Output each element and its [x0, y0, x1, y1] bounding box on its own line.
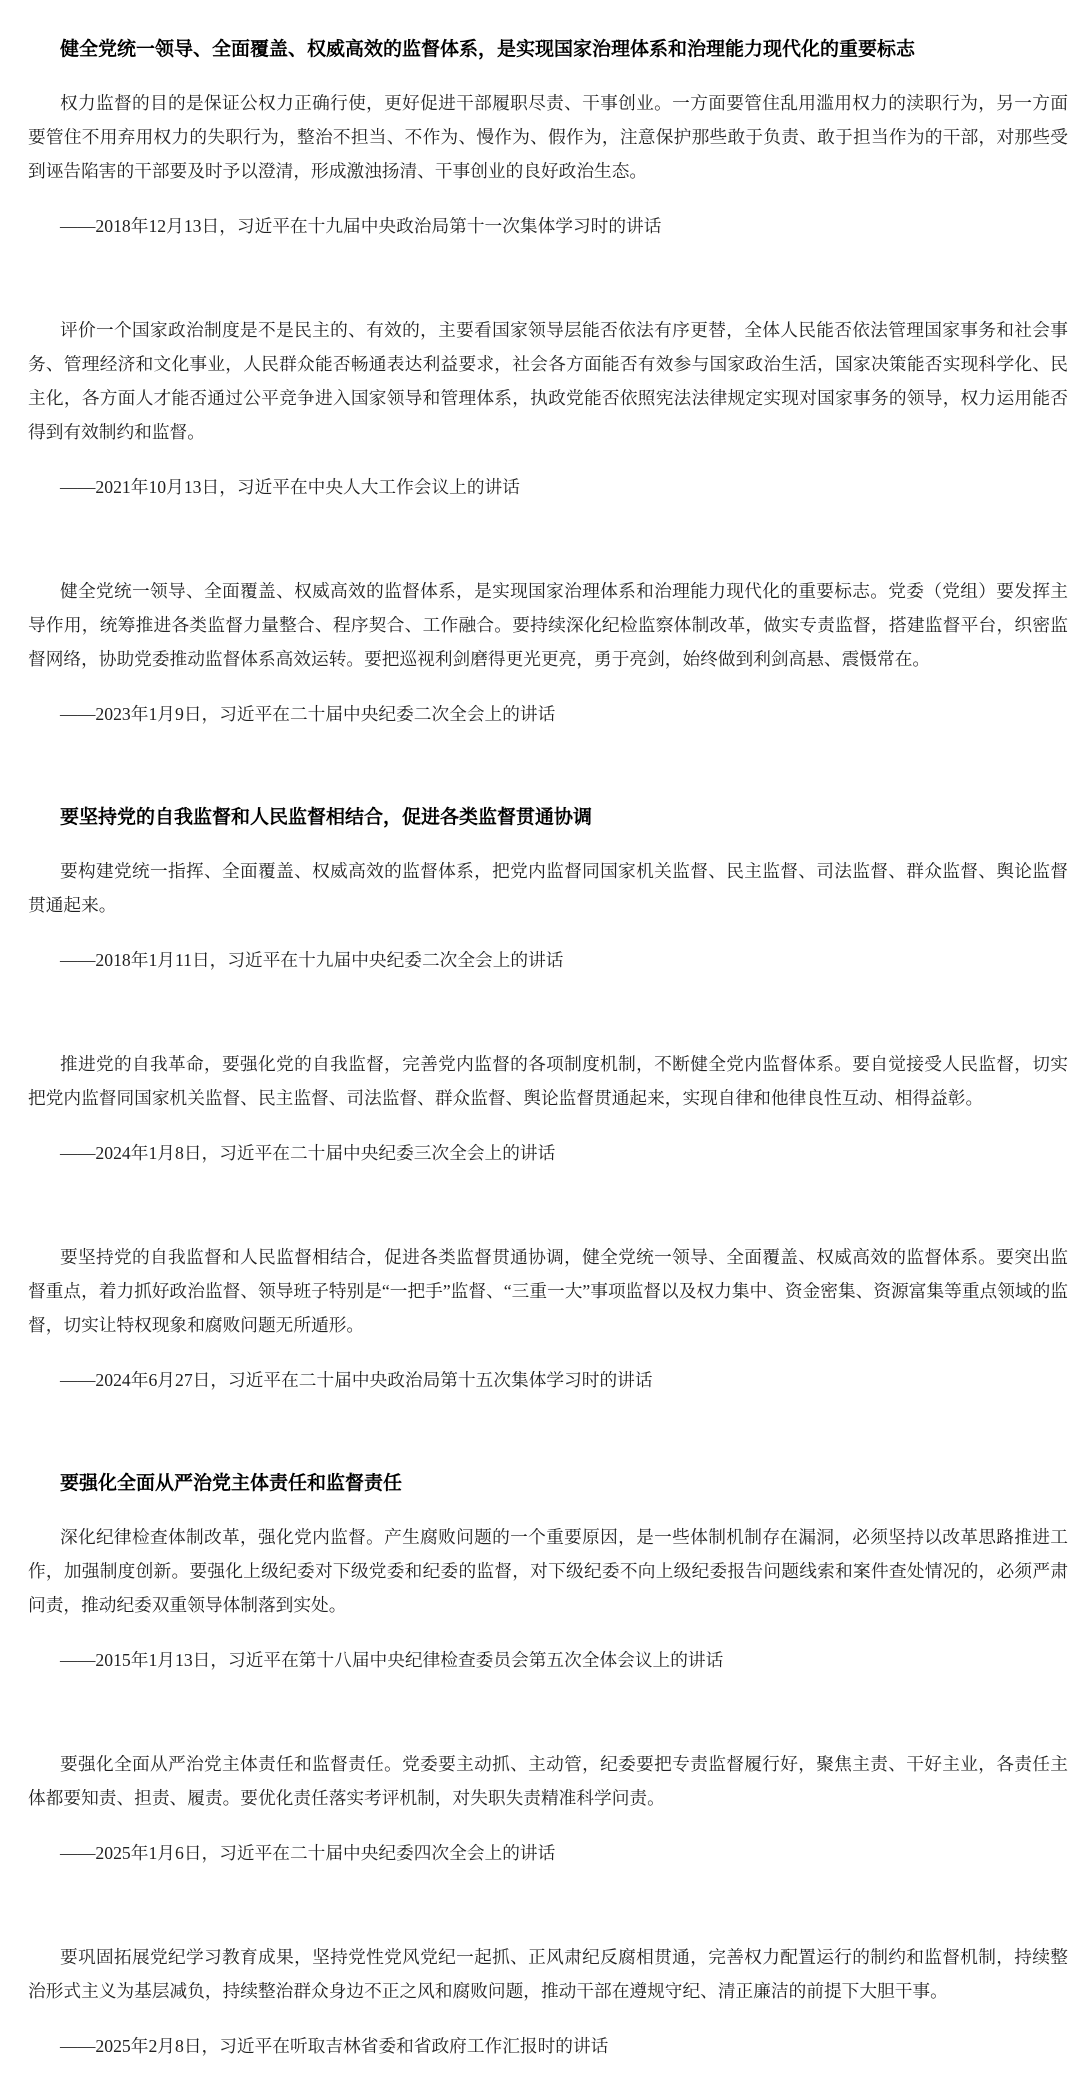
quote-paragraph: 权力监督的目的是保证公权力正确行使，更好促进干部履职尽责、干事创业。一方面要管住乱用滥用权力的渎职行为，另一方面要管住不用弃用权力的失职行为，整治不担当、不作为、慢作为、假作为，注意保护那些敢于负责、敢于担当作为的干部，对那些受到诬告陷害的干部要及时予以澄清，形成激浊扬清、干事创业的良好政治生态。 [28, 93, 1068, 181]
quote-source: ——2015年1月13日，习近平在第十八届中央纪律检查委员会第五次全体会议上的讲话 [60, 1650, 724, 1670]
quote-source: ——2024年6月27日，习近平在二十届中央政治局第十五次集体学习时的讲话 [60, 1370, 653, 1390]
quote-source: ——2024年1月8日，习近平在二十届中央纪委三次全会上的讲话 [60, 1143, 556, 1163]
section-heading: 要坚持党的自我监督和人民监督相结合，促进各类监督贯通协调 [60, 807, 593, 828]
quote-paragraph: 健全党统一领导、全面覆盖、权威高效的监督体系，是实现国家治理体系和治理能力现代化的重要标志。党委（党组）要发挥主导作用，统筹推进各类监督力量整合、程序契合、工作融合。要持续深化纪检监察体制改革，做实专责监督，搭建监督平台，织密监督网络，协助党委推动监督体系高效运转。要把巡视利剑磨得更光更亮，勇于亮剑，始终做到利剑高悬、震慑常在。 [28, 581, 1068, 669]
section-heading: 要强化全面从严治党主体责任和监督责任 [60, 1473, 403, 1494]
quote-paragraph: 推进党的自我革命，要强化党的自我监督，完善党内监督的各项制度机制，不断健全党内监督体系。要自觉接受人民监督，切实把党内监督同国家机关监督、民主监督、司法监督、群众监督、舆论监督贯通起来，实现自律和他律良性互动、相得益彰。 [28, 1054, 1068, 1108]
quote-source: ——2023年1月9日，习近平在二十届中央纪委二次全会上的讲话 [60, 704, 556, 724]
quote-paragraph: 要坚持党的自我监督和人民监督相结合，促进各类监督贯通协调，健全党统一领导、全面覆盖、权威高效的监督体系。要突出监督重点，着力抓好政治监督、领导班子特别是“一把手”监督、“三重一大”事项监督以及权力集中、资金密集、资源富集等重点领域的监督，切实让特权现象和腐败问题无所遁形。 [28, 1247, 1068, 1335]
quote-source: ——2025年2月8日，习近平在听取吉林省委和省政府工作汇报时的讲话 [60, 2036, 609, 2056]
quote-paragraph: 要强化全面从严治党主体责任和监督责任。党委要主动抓、主动管，纪委要把专责监督履行好，聚焦主责、干好主业，各责任主体都要知责、担责、履责。要优化责任落实考评机制，对失职失责精准科学问责。 [28, 1754, 1068, 1808]
quote-paragraph: 深化纪律检查体制改革，强化党内监督。产生腐败问题的一个重要原因，是一些体制机制存在漏洞，必须坚持以改革思路推进工作，加强制度创新。要强化上级纪委对下级党委和纪委的监督，对下级纪委不向上级纪委报告问题线索和案件查处情况的，必须严肃问责，推动纪委双重领导体制落到实处。 [28, 1527, 1068, 1615]
quote-source: ——2018年1月11日，习近平在十九届中央纪委二次全会上的讲话 [60, 950, 564, 970]
quote-paragraph: 要巩固拓展党纪学习教育成果，坚持党性党风党纪一起抓、正风肃纪反腐相贯通，完善权力配置运行的制约和监督机制，持续整治形式主义为基层减负，持续整治群众身边不正之风和腐败问题，推动干部在遵规守纪、清正廉洁的前提下大胆干事。 [28, 1947, 1068, 2001]
section-heading: 健全党统一领导、全面覆盖、权威高效的监督体系，是实现国家治理体系和治理能力现代化的重要标志 [60, 39, 916, 60]
quote-source: ——2025年1月6日，习近平在二十届中央纪委四次全会上的讲话 [60, 1843, 556, 1863]
article-body [28, 33, 1068, 2063]
quote-paragraph: 要构建党统一指挥、全面覆盖、权威高效的监督体系，把党内监督同国家机关监督、民主监督、司法监督、群众监督、舆论监督贯通起来。 [28, 861, 1068, 915]
quote-source: ——2021年10月13日，习近平在中央人大工作会议上的讲话 [60, 477, 520, 497]
quote-paragraph: 评价一个国家政治制度是不是民主的、有效的，主要看国家领导层能否依法有序更替，全体人民能否依法管理国家事务和社会事务、管理经济和文化事业，人民群众能否畅通表达利益要求，社会各方面能否有效参与国家政治生活，国家决策能否实现科学化、民主化，各方面人才能否通过公平竞争进入国家领导和管理体系，执政党能否依照宪法法律规定实现对国家事务的领导，权力运用能否得到有效制约和监督。 [28, 320, 1068, 442]
quote-source: ——2018年12月13日，习近平在十九届中央政治局第十一次集体学习时的讲话 [60, 216, 662, 236]
